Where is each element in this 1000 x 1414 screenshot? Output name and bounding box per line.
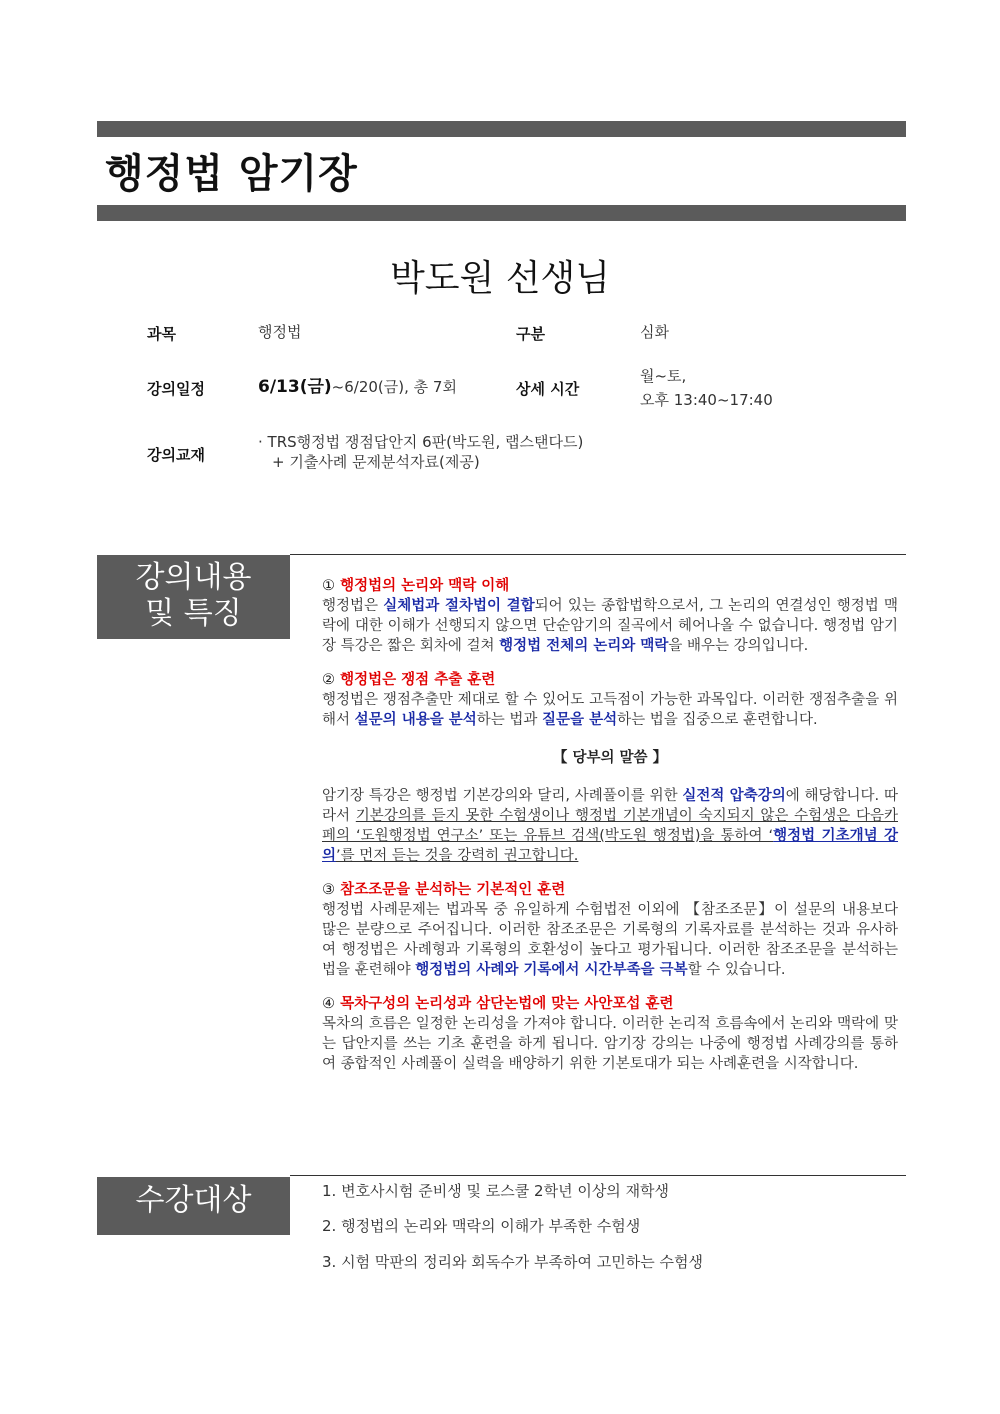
textbook-value	[258, 432, 583, 472]
feature-1-heading: ① 행정법의 논리와 맥락 이해	[322, 578, 510, 594]
subject-label: 과목	[147, 325, 176, 343]
time-value	[640, 364, 773, 412]
feature-3: ③ 참조조문을 분석하는 기본적인 훈련 행정법 사례문제는 법과목 중 유일하게 수험법전 이외에 【참조조문】이 설문의 내용보다 많은 분량으로 주어집니다. 이러한 참조조문은 기록형의 기록자료를 분석하는 것과 유사하여 행정법은 사례형과 기록형의 호환성이 높다고 평가됩니다. 이러한 참조조문을 분석하는 법을 훈련해야 행정법의 사례와 기록에서 시간부족을 극복할 수 있습니다.	[322, 882, 898, 978]
feature-2-heading: ② 행정법은 쟁점 추출 훈련	[322, 672, 496, 688]
section-content-rule	[290, 554, 906, 555]
target-item-3: 3. 시험 막판의 정리와 회독수가 부족하여 고민하는 수험생	[322, 1253, 703, 1271]
title-top-bar	[97, 121, 906, 137]
title-bottom-bar	[97, 205, 906, 221]
time-label: 상세 시간	[516, 380, 580, 398]
schedule-label: 강의일정	[147, 380, 205, 398]
textbook-line-2: + 기출사례 문제분석자료(제공)	[272, 453, 480, 471]
notice-title: 【 당부의 말씀 】	[552, 750, 668, 766]
feature-4: ④ 목차구성의 논리성과 삼단논법에 맞는 사안포섭 훈련 목차의 흐름은 일정한 논리성을 가져야 합니다. 이러한 논리적 흐름속에서 논리와 맥락에 맞는 답안지를 쓰는 기초 훈련을 하게 됩니다. 암기장 강의는 나중에 행정법 사례강의를 통하여 종합적인 사례풀이 실력을 배양하기 위한 기본토대가 되는 사례훈련을 시작합니다.	[322, 996, 898, 1072]
schedule-start: 6/13(금)	[258, 377, 332, 397]
target-item-1: 1. 변호사시험 준비생 및 로스쿨 2학년 이상의 재학생	[322, 1182, 670, 1200]
textbook-line-1: · TRS행정법 쟁점답안지 6판(박도원, 랩스탠다드)	[258, 433, 584, 451]
subject-value: 행정법	[258, 323, 302, 341]
feature-2: ② 행정법은 쟁점 추출 훈련 행정법은 쟁점추출만 제대로 할 수 있어도 고득점이 가능한 과목입다. 이러한 쟁점추출을 위해서 설문의 내용을 분석하는 법과 질문을 분석하는 법을 집중으로 훈련합니다.	[322, 672, 898, 728]
target-item-2: 2. 행정법의 논리와 맥락의 이해가 부족한 수험생	[322, 1217, 641, 1235]
schedule-rest: ~6/20(금), 총 7회	[331, 378, 457, 396]
feature-1: ① 행정법의 논리와 맥락 이해 행정법은 실체법과 절차법이 결합되어 있는 종합법학으로서, 그 논리의 연결성인 행정법 맥락에 대한 이해가 선행되지 않으면 단순암기의 질곡에서 헤어나올 수 없습니다. 행정법 암기장 특강은 짧은 회차에 걸쳐 행정법 전체의 논리와 맥락을 배우는 강의입니다.	[322, 578, 899, 654]
schedule-value	[258, 376, 457, 398]
category-label: 구분	[516, 325, 545, 343]
notice-body: 암기장 특강은 행정법 기본강의와 달리, 사례풀이를 위한 실전적 압축강의에 해당합니다. 따라서 기본강의를 듣지 못한 수험생이나 행정법 기본개념이 숙지되지 않은 수험생은 다음카페의 ‘도원행정법 연구소’ 또는 유튜브 검색(박도원 행정법)을 통하여 ‘행정법 기초개념 강의’를 먼저 듣는 것을 강력히 권고합니다.	[322, 788, 899, 864]
section-content-title-line-2: 및 특징	[145, 596, 242, 631]
document-title: 행정법 암기장	[105, 151, 358, 197]
section-target-rule	[290, 1175, 906, 1176]
category-value: 심화	[640, 323, 669, 341]
section-content-body	[322, 576, 898, 1074]
section-target-title: 수강대상	[97, 1177, 290, 1235]
section-content-title-line-1: 강의내용	[135, 560, 252, 595]
time-line-1: 월~토,	[640, 367, 687, 385]
teacher-name: 박도원 선생님	[389, 258, 611, 299]
feature-3-heading: ③ 참조조문을 분석하는 기본적인 훈련	[322, 882, 566, 898]
textbook-label: 강의교재	[147, 446, 205, 464]
feature-4-heading: ④ 목차구성의 논리성과 삼단논법에 맞는 사안포섭 훈련	[322, 996, 674, 1012]
section-content-title	[97, 555, 290, 639]
time-line-2: 오후 13:40~17:40	[640, 391, 773, 409]
